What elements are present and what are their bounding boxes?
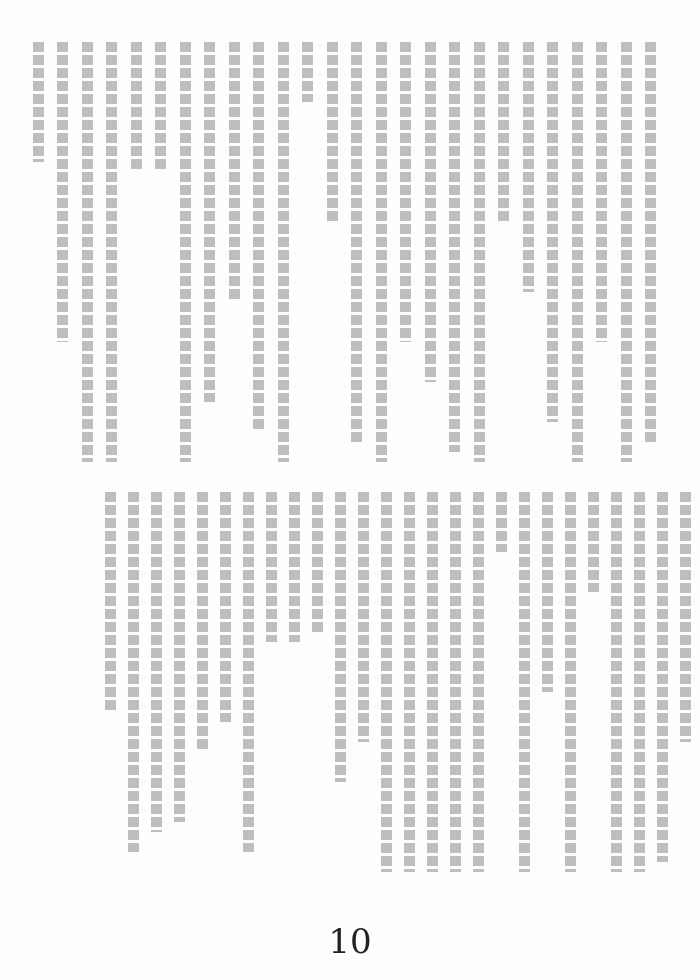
text-column xyxy=(197,492,208,752)
text-column xyxy=(229,42,240,302)
text-column xyxy=(588,492,599,592)
text-column xyxy=(449,42,460,452)
text-column xyxy=(128,492,139,852)
page-number: 10 xyxy=(328,922,372,962)
text-column xyxy=(155,42,166,172)
text-column xyxy=(106,42,117,462)
text-column xyxy=(327,42,338,222)
text-column xyxy=(335,492,346,782)
text-column xyxy=(657,492,668,862)
text-column xyxy=(266,492,277,642)
text-column xyxy=(400,42,411,342)
text-column xyxy=(243,492,254,852)
text-column xyxy=(496,492,507,552)
text-column xyxy=(523,42,534,292)
text-column xyxy=(302,42,313,102)
text-column xyxy=(404,492,415,872)
text-column xyxy=(680,492,691,742)
text-column xyxy=(253,42,264,432)
text-column xyxy=(611,492,622,872)
text-column xyxy=(151,492,162,832)
text-column xyxy=(289,492,300,642)
text-column xyxy=(519,492,530,872)
text-column xyxy=(621,42,632,462)
text-column xyxy=(180,42,191,462)
text-column xyxy=(565,492,576,872)
text-column xyxy=(358,492,369,742)
text-column xyxy=(425,42,436,382)
text-column xyxy=(57,42,68,342)
text-column xyxy=(596,42,607,342)
text-column xyxy=(312,492,323,632)
text-column xyxy=(474,42,485,462)
text-column xyxy=(547,42,558,422)
text-column xyxy=(174,492,185,822)
text-column xyxy=(105,492,116,712)
text-column xyxy=(204,42,215,402)
text-column xyxy=(351,42,362,442)
text-column xyxy=(450,492,461,872)
text-column xyxy=(376,42,387,462)
text-column xyxy=(427,492,438,872)
text-column xyxy=(645,42,656,442)
text-column xyxy=(498,42,509,222)
text-column xyxy=(33,42,44,162)
text-column xyxy=(131,42,142,172)
text-column xyxy=(542,492,553,692)
text-column xyxy=(634,492,645,872)
text-column xyxy=(220,492,231,722)
text-column xyxy=(381,492,392,872)
text-column xyxy=(473,492,484,872)
text-column xyxy=(278,42,289,462)
text-column xyxy=(82,42,93,462)
text-column xyxy=(572,42,583,462)
